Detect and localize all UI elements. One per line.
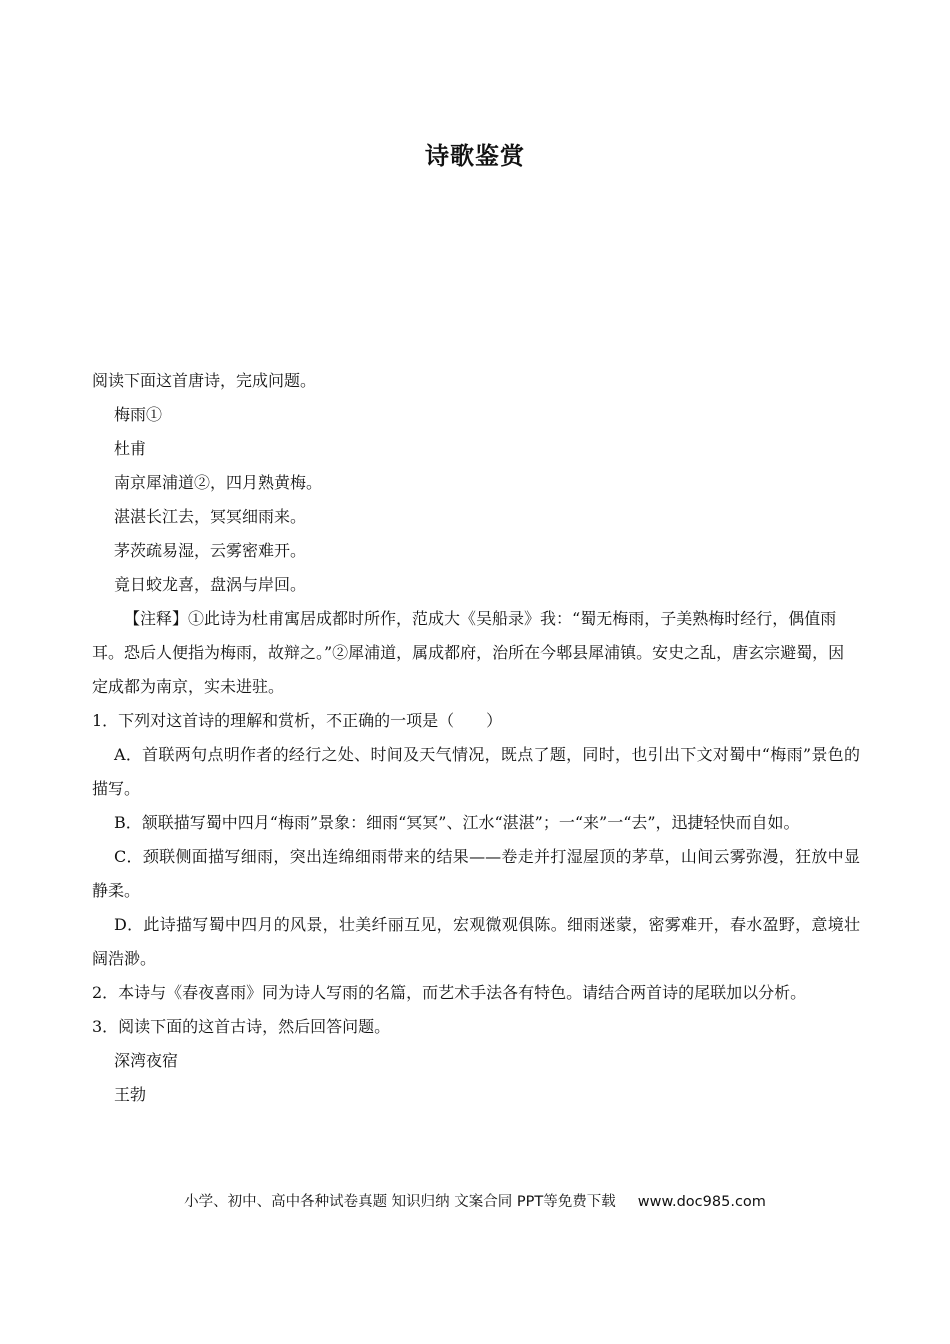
option-a: A．首联两句点明作者的经行之处、时间及天气情况，既点了题，同时，也引出下文对蜀中“梅雨”景色的描写。 [92,745,860,798]
poem-title: 梅雨① [114,405,163,424]
poem-2-title: 深湾夜宿 [114,1051,179,1070]
annotation-text: ①此诗为杜甫寓居成都时所作，范成大《吴船录》我：“蜀无梅雨，子美熟梅时经行，偶值雨耳。恐后人便指为梅雨，故辩之。”②犀浦道，属成都府，治所在今郫县犀浦镇。安史之乱，唐玄宗避蜀，因定成都为南京，实未进驻。 [92,609,845,696]
document-body [92,364,860,1112]
poem-line: 湛湛长江去，冥冥细雨来。 [114,507,307,526]
question-1-stem: 1．下列对这首诗的理解和赏析，不正确的一项是（ ） [92,711,503,730]
poem-author: 杜甫 [114,439,147,458]
footer-text: 小学、初中、高中各种试卷真题 知识归纳 文案合同 PPT等免费下载 [184,1194,616,1210]
question-3-stem: 3．阅读下面的这首古诗，然后回答问题。 [92,1017,391,1036]
option-d: D．此诗描写蜀中四月的风景，壮美纤丽互见，宏观微观俱陈。细雨迷蒙，密雾难开，春水盈野，意境壮阔浩渺。 [92,915,860,968]
page-title: 诗歌鉴赏 [425,142,525,170]
poem-line: 竟日蛟龙喜，盘涡与岸回。 [114,575,307,594]
footer-url[interactable]: www.doc985.com [637,1194,766,1210]
annotation-label: 【注释】 [124,609,189,628]
poem-line: 茅茨疏易湿，云雾密难开。 [114,541,307,560]
page-footer [0,1190,950,1211]
poem-2-author: 王勃 [114,1085,147,1104]
question-2: 2．本诗与《春夜喜雨》同为诗人写雨的名篇，而艺术手法各有特色。请结合两首诗的尾联加以分析。 [92,983,807,1002]
option-b: B．颔联描写蜀中四月“梅雨”景象：细雨“冥冥”、江水“湛湛”；一“来”一“去”，迅捷轻快而自如。 [114,813,800,832]
poem-line: 南京犀浦道②，四月熟黄梅。 [114,473,323,492]
intro-text: 阅读下面这首唐诗，完成问题。 [92,371,317,390]
option-c: C．颈联侧面描写细雨，突出连绵细雨带来的结果——卷走并打湿屋顶的茅草，山间云雾弥漫，狂放中显静柔。 [92,847,860,900]
annotation [92,602,860,704]
